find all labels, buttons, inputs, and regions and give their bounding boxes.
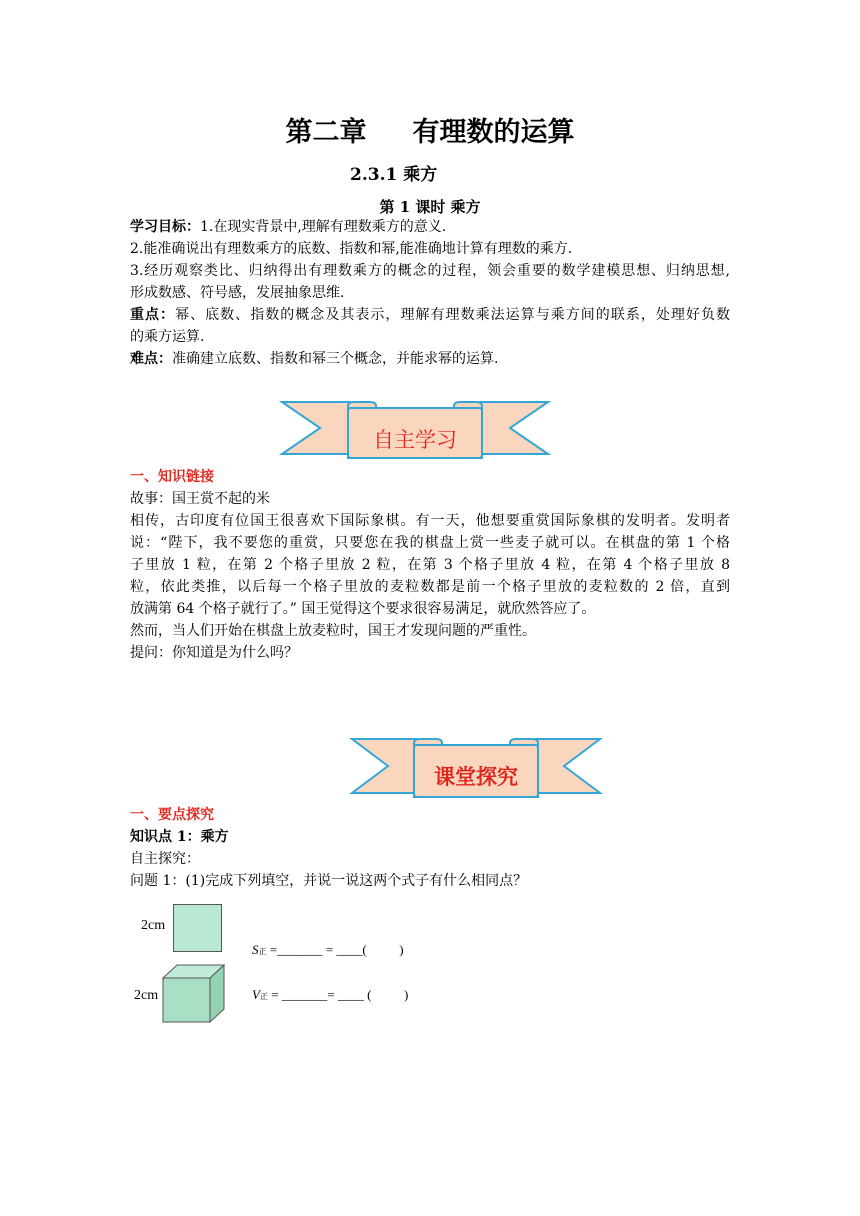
problem-1: 问题 1：(1)完成下列填空，并说一说这两个式子有什么相同点？ <box>130 873 528 889</box>
story-line: 相传，古印度有位国王很喜欢下国际象棋。有一天，他想要重赏国际象棋的发明者。发明者 <box>130 513 730 529</box>
banner-label-classroom: 课堂探究 <box>434 765 518 789</box>
section-heading-knowledge-link: 一、知识链接 <box>130 469 214 485</box>
story-title: 故事：国王赏不起的米 <box>130 491 270 507</box>
goals-label: 学习目标： <box>130 219 200 235</box>
knowledge-point-title: 知识点 1：乘方 <box>130 829 229 845</box>
story-line: 放满第 64 个格子就行了。” 国王觉得这个要求很容易满足，就欣然答应了。 <box>130 601 596 617</box>
story-line: 说：“陛下，我不要您的重赏，只要您在我的棋盘上赏一些麦子就可以。在棋盘的第 1 个格 <box>130 535 730 551</box>
formula-blanks: =_______ = ____( ) <box>266 942 404 957</box>
key-point-section <box>130 804 730 892</box>
section-heading-key-points: 一、要点探究 <box>130 807 214 823</box>
square-side-label: 2cm <box>141 918 166 933</box>
cube-volume-formula <box>252 987 408 1003</box>
banner-label-self-study: 自主学习 <box>373 428 457 452</box>
formula-blanks: = _______= ____ ( ) <box>267 987 409 1002</box>
formula-sub: 正 <box>258 947 267 956</box>
difficulty-line: 难点：准确建立底数、指数和幂三个概念，并能求幂的运算. <box>130 351 499 367</box>
chapter-number: 第二章 <box>285 117 367 148</box>
goal-line-1: 学习目标：1.在现实背景中,理解有理数乘方的意义. <box>130 219 447 235</box>
square-figure <box>173 904 222 952</box>
chapter-name: 有理数的运算 <box>412 117 575 148</box>
knowledge-link-section <box>130 466 730 664</box>
key-label: 重点： <box>130 307 176 323</box>
formula-sub: 正 <box>259 992 268 1001</box>
cube-figure <box>160 962 226 1024</box>
key-point-line-2: 的乘方运算. <box>130 329 205 345</box>
key-point-line-1: 重点：幂、底数、指数的概念及其表示，理解有理数乘法运算与乘方间的联系，处理好负数 <box>130 307 730 323</box>
chapter-title <box>0 110 860 149</box>
self-explore-label: 自主探究： <box>130 851 200 867</box>
square-area-formula <box>252 942 404 958</box>
cube-side-label: 2cm <box>134 988 159 1003</box>
learning-goals <box>130 216 730 370</box>
goal-line-4: 形成数感、符号感，发展抽象思维. <box>130 285 345 301</box>
difficulty-label: 难点： <box>130 351 172 367</box>
section-title: 2.3.1 乘方 <box>350 165 438 185</box>
story-line: 子里放 1 粒，在第 2 个格子里放 2 粒，在第 3 个格子里放 4 粒，在第 4 个格子里放 8 <box>130 557 730 573</box>
goal-line-2: 2.能准确说出有理数乘方的底数、指数和幂,能准确地计算有理数的乘方. <box>130 241 573 257</box>
formula-var-s: S <box>252 942 259 957</box>
formula-var-v: V <box>252 987 260 1002</box>
lesson-title: 第 1 课时 乘方 <box>379 198 481 216</box>
story-question: 提问：你知道是为什么吗？ <box>130 645 298 661</box>
goal-line-3: 3.经历观察类比、归纳得出有理数乘方的概念的过程，领会重要的数学建模思想、归纳思想, <box>130 263 730 279</box>
story-line: 粒，依此类推，以后每一个格子里放的麦粒数都是前一个格子里放的麦粒数的 2 倍，直到 <box>130 579 730 595</box>
story-line: 然而，当人们开始在棋盘上放麦粒时，国王才发现问题的严重性。 <box>130 623 536 639</box>
